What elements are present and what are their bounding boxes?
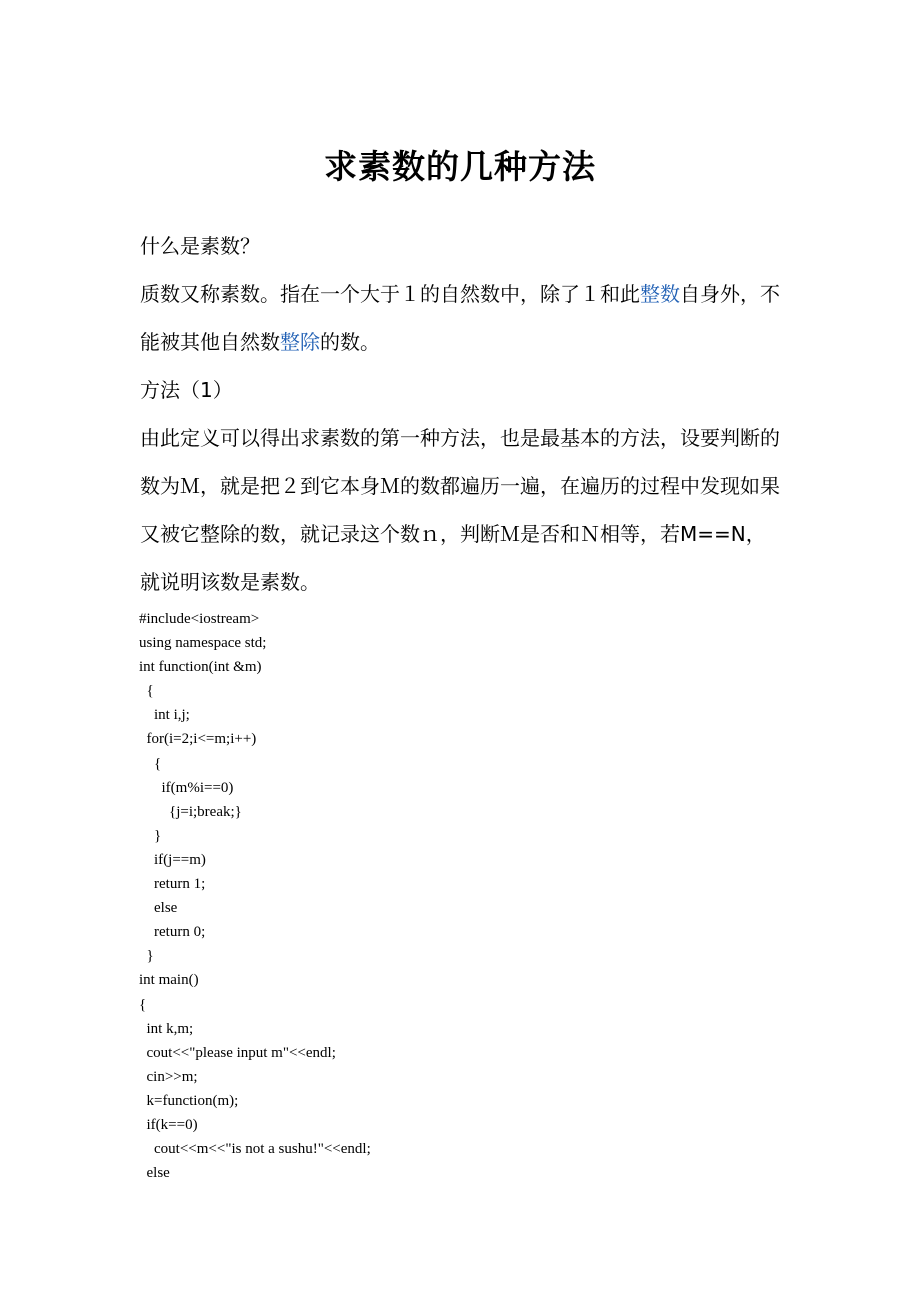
code-line: else [139,900,178,917]
code-line: {j=i;break;} [139,803,242,820]
code-line: cout<<"please input m"<<endl; [139,1044,336,1061]
code-block [139,607,839,1185]
method-description: 由此定义可以得出求素数的第一种方法，也是最基本的方法，设要判断的数为Ｍ，就是把２到它本身Ｍ的数都遍历一遍，在遍历的过程中发现如果又被它整除的数，就记录这个数ｎ，判断Ｍ是否和Ｎ相等，若M==N，就说明该数是素数。 [140,426,780,594]
code-line: #include<iostream> [139,611,260,627]
code-line: if(k==0) [139,1116,198,1133]
definition-text-2: 自身外，不能被其他自然数 [140,282,780,354]
definition-paragraph [140,270,780,366]
code-line: cin>>m; [139,1068,198,1085]
code-line: int main() [139,972,199,989]
code-line: using namespace std; [139,635,267,652]
code-line: { [139,996,147,1013]
code-line: { [139,683,154,700]
code-line: for(i=2;i<=m;i++) [139,731,257,748]
method-heading: 方法（1） [140,378,233,402]
code-line: int i,j; [139,707,190,724]
code-line: else [139,1165,170,1182]
code-line: if(m%i==0) [139,779,234,796]
code-line: return 0; [139,924,206,941]
definition-text-1: 质数又称素数。指在一个大于１的自然数中，除了１和此 [140,282,640,306]
code-line: return 1; [139,876,206,893]
code-line: { [139,755,162,772]
code-line: int k,m; [139,1020,194,1037]
code-line: k=function(m); [139,1092,239,1109]
code-line: } [139,948,154,965]
question-heading: 什么是素数？ [140,234,260,258]
code-line: } [139,827,162,844]
integer-link[interactable]: 整数 [640,282,680,306]
code-line: if(j==m) [139,851,206,868]
divisible-link[interactable]: 整除 [280,330,320,354]
definition-text-3: 的数。 [320,330,380,354]
document-title: 求素数的几种方法 [324,147,596,186]
code-line: cout<<m<<"is not a sushu!"<<endl; [139,1141,371,1158]
code-line: int function(int &m) [139,659,262,676]
